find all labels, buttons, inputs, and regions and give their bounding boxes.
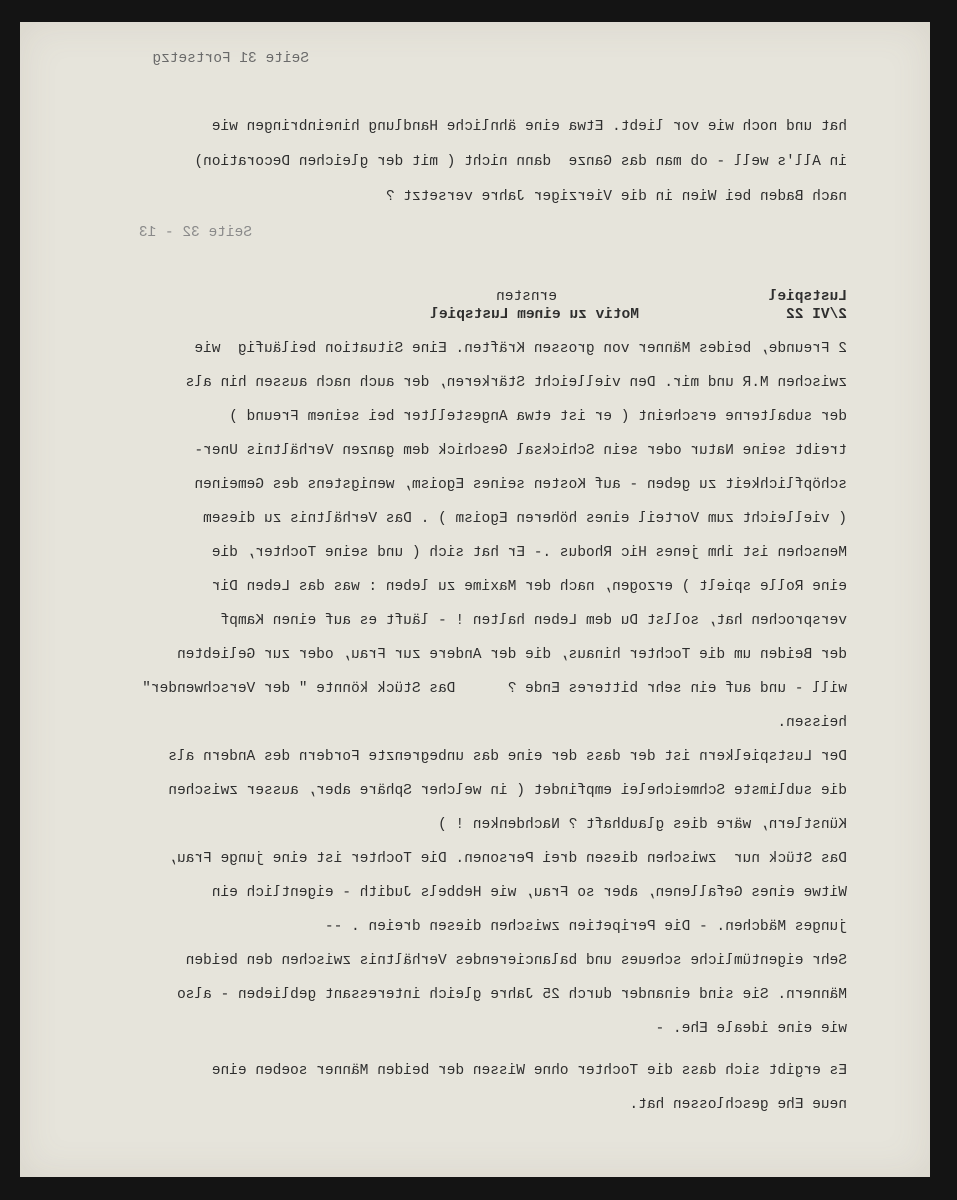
body-line: wie eine ideale Ehe. - [655,1021,847,1037]
body-line: Männern. Sie sind einander durch 25 Jahre gleich interessant geblieben - also [176,987,847,1003]
body-line: der subalterne erscheint ( er ist etwa Angestellter bei seinem Freund ) [229,409,847,425]
body-line: die sublimste Schmeichelei empfindet ( in welcher Sphäre aber, ausser zwischen [168,783,847,799]
body-line: Der Lustspielkern ist der dass der eine das unbegrenzte Fordern des Andern als [168,749,847,765]
title-date: 2/VI 22 [786,307,847,323]
intro-line: hat und noch wie vor liebt. Etwa eine ähnliche Handlung hineinbringen wie [211,119,847,135]
intro-line: in All's well - ob man das Ganze dann nicht ( mit der gleichen Decoration) [194,154,847,170]
title-heading: Motiv zu einem Lustspiel [430,307,639,323]
body-line: Menschen ist ihm jenes Hic Rhodus .- Er hat sich ( und seine Tochter, die [211,545,847,561]
intro-line: nach Baden bei Wien in die Vierziger Jahre versetzt ? [385,189,847,205]
body-line: Künstlern, wäre dies glaubhaft ? Nachdenken ! ) [438,817,847,833]
body-line: der Beiden um die Tochter hinaus, die der Andere zur Frau, oder zur Geliebten [176,647,847,663]
body-line: zwischen M.R und mir. Den vielleicht Stärkeren, der auch nach aussen hin als [185,375,847,391]
body-line: schöpflichkeit zu geben - auf Kosten seines Egoism, wenigstens des Gemeinen [194,477,847,493]
body-line: ( vielleicht zum Vorteil eines höheren Egoism ) . Das Verhältnis zu diesem [203,511,847,527]
body-line: Witwe eines Gefallenen, aber so Frau, wie Hebbels Judith - eigentlich ein [211,885,847,901]
body-line: junges Mädchen. - Die Peripetien zwischen diesen dreien . -- [324,919,847,935]
body-line: Sehr eigentümliche scheues und balancierendes Verhältnis zwischen den beiden [185,953,847,969]
body-line: heissen. [777,715,847,731]
body-line: Das Stück nur zwischen diesen drei Personen. Die Tochter ist eine junge Frau, [168,851,847,867]
body-line: versprochen hat, sollst Du dem Leben halten ! - läuft es auf einen Kampf [220,613,847,629]
body-line: treibt seine Natur oder sein Schicksal Geschick dem ganzen Verhältnis Uner- [194,443,847,459]
body-line: eine Rolle spielt ) erzogen, nach der Maxime zu leben : was das Leben Dir [211,579,847,595]
title-insertion: ernsten [496,289,557,305]
title-genre: Lustspiel [768,289,847,305]
body-line: will - und auf ein sehr bitteres Ende ? Das Stück könnte " der Verschwender" [142,681,847,697]
body-line: Es ergibt sich dass die Tochter ohne Wissen der beiden Männer soeben eine [211,1063,847,1079]
body-line: 2 Freunde, beides Männer von grossen Kräften. Eine Situation beiläufig wie [194,341,847,357]
page-header: Seite 31 Fortsetzg [152,51,309,67]
page-marker: Seite 32 - 13 [138,225,252,241]
body-line: neue Ehe geschlossen hat. [629,1097,847,1113]
